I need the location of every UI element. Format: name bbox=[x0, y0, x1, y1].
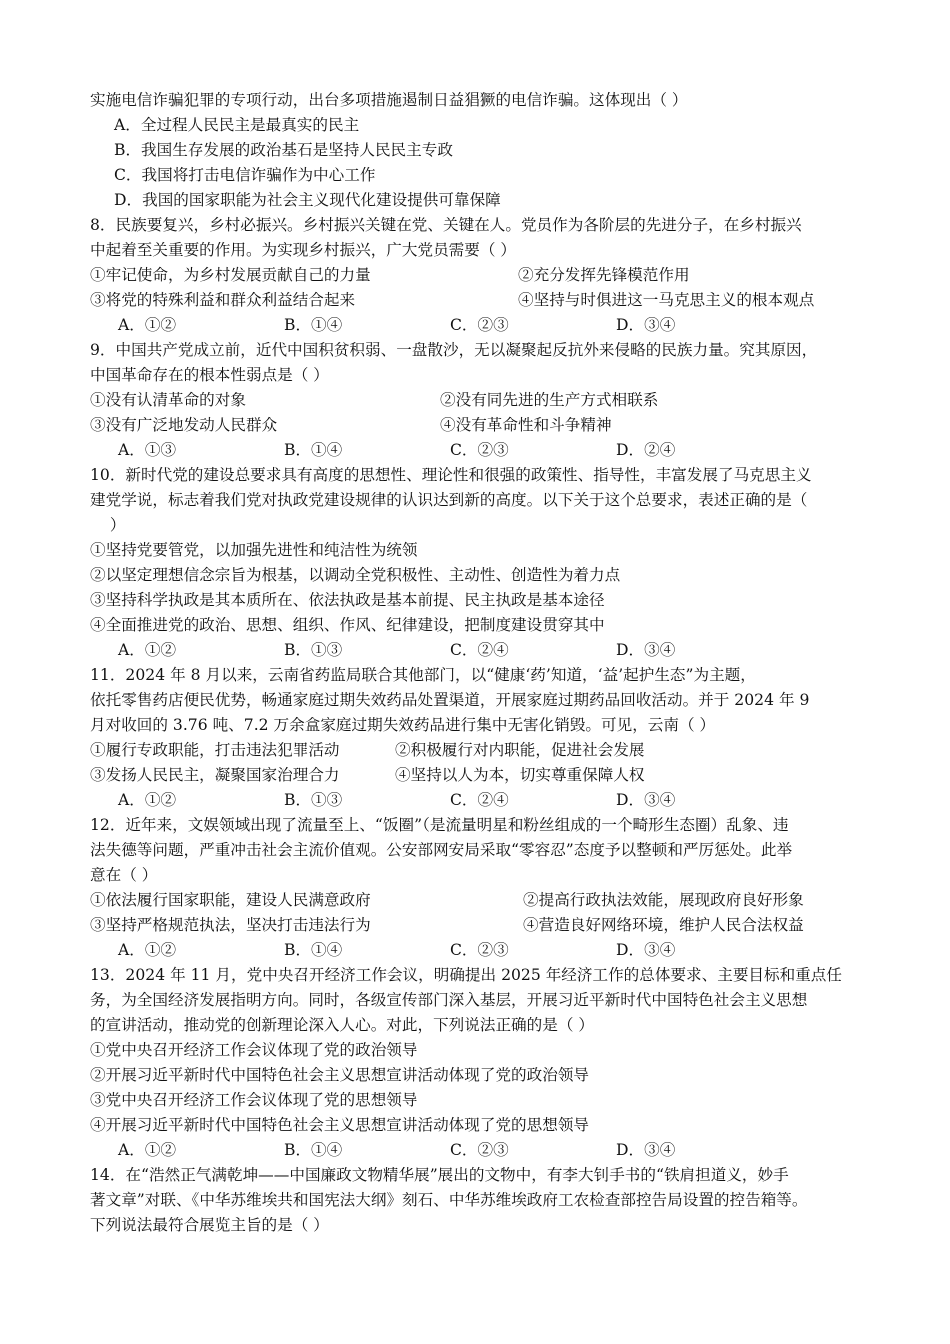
q12-item-2: ②提高行政执法效能，展现政府良好形象 bbox=[523, 891, 804, 909]
q14-stem-1: 14．在“浩然正气满乾坤——中国廉政文物精华展”展出的文物中，有李大钊手书的“铁肩担道义，妙手 bbox=[90, 1166, 789, 1184]
q13-choice-a: A．①② bbox=[118, 1141, 177, 1159]
q11-choice-c: C．②④ bbox=[450, 791, 509, 809]
q11-item-2: ②积极履行对内职能，促进社会发展 bbox=[395, 741, 645, 759]
q10-choice-d: D．③④ bbox=[616, 641, 676, 659]
q8-stem-1: 8．民族要复兴，乡村必振兴。乡村振兴关键在党、关键在人。党员作为各阶层的先进分子，在乡村振兴 bbox=[90, 216, 802, 234]
q9-item-4: ④没有革命性和斗争精神 bbox=[440, 416, 612, 434]
q10-stem-2: 建党学说，标志着我们党对执政党建设规律的认识达到新的高度。以下关于这个总要求，表述正确的是（ bbox=[90, 491, 808, 509]
q11-choice-a: A．①② bbox=[118, 791, 177, 809]
q8-choice-a: A．①② bbox=[118, 316, 177, 334]
q9-choice-b: B．①④ bbox=[284, 441, 343, 459]
q8-item-1: ①牢记使命，为乡村发展贡献自己的力量 bbox=[90, 266, 371, 284]
q11-choice-b: B．①③ bbox=[284, 791, 343, 809]
q11-item-4: ④坚持以人为本，切实尊重保障人权 bbox=[395, 766, 645, 784]
q7-stem: 实施电信诈骗犯罪的专项行动，出台多项措施遏制日益猖獗的电信诈骗。这体现出（ ） bbox=[90, 91, 688, 109]
q10-choice-c: C．②④ bbox=[450, 641, 509, 659]
q12-item-4: ④营造良好网络环境，维护人民合法权益 bbox=[523, 916, 804, 934]
q10-choices bbox=[90, 638, 880, 663]
q8-items-row-2 bbox=[90, 288, 880, 313]
q12-choices bbox=[90, 938, 880, 963]
q9-items-row-2 bbox=[90, 413, 880, 438]
q12-item-1: ①依法履行国家职能，建设人民满意政府 bbox=[90, 891, 371, 909]
q10-item-2: ②以坚定理想信念宗旨为根基，以调动全党积极性、主动性、创造性为着力点 bbox=[90, 566, 621, 584]
q11-items-row-1 bbox=[90, 738, 880, 763]
q12-choice-d: D．③④ bbox=[616, 941, 676, 959]
q8-choice-c: C．②③ bbox=[450, 316, 509, 334]
q7-option-d: D．我国的国家职能为社会主义现代化建设提供可靠保障 bbox=[114, 191, 501, 209]
q9-stem-2: 中国革命存在的根本性弱点是（ ） bbox=[90, 366, 329, 384]
q8-items-row-1 bbox=[90, 263, 880, 288]
q11-stem-1: 11．2024 年 8 月以来，云南省药监局联合其他部门，以“健康‘药’知道，‘益’起护生态”为主题， bbox=[90, 666, 756, 684]
q14-stem-3: 下列说法最符合展览主旨的是（ ） bbox=[90, 1216, 329, 1234]
q10-choice-a: A．①② bbox=[118, 641, 177, 659]
q11-stem-2: 依托零售药店便民优势，畅通家庭过期失效药品处置渠道，开展家庭过期药品回收活动。并于 2024 年 9 bbox=[90, 691, 810, 709]
q8-stem-2: 中起着至关重要的作用。为实现乡村振兴，广大党员需要（ ） bbox=[90, 241, 516, 259]
q12-choice-c: C．②③ bbox=[450, 941, 509, 959]
q8-item-2: ②充分发挥先锋模范作用 bbox=[518, 266, 690, 284]
q11-item-1: ①履行专政职能，打击违法犯罪活动 bbox=[90, 741, 340, 759]
q11-choice-d: D．③④ bbox=[616, 791, 676, 809]
q10-item-1: ①坚持党要管党，以加强先进性和纯洁性为统领 bbox=[90, 541, 418, 559]
q9-item-1: ①没有认清革命的对象 bbox=[90, 391, 246, 409]
q12-choice-b: B．①④ bbox=[284, 941, 343, 959]
q13-item-3: ③党中央召开经济工作会议体现了党的思想领导 bbox=[90, 1091, 418, 1109]
q13-choice-c: C．②③ bbox=[450, 1141, 509, 1159]
q9-choices bbox=[90, 438, 880, 463]
q9-item-3: ③没有广泛地发动人民群众 bbox=[90, 416, 278, 434]
q11-items-row-2 bbox=[90, 763, 880, 788]
q13-stem-2: 务，为全国经济发展指明方向。同时，各级宣传部门深入基层，开展习近平新时代中国特色社会主义思想 bbox=[90, 991, 808, 1009]
q11-choices bbox=[90, 788, 880, 813]
q9-choice-c: C．②③ bbox=[450, 441, 509, 459]
q7-option-a: A．全过程人民民主是最真实的民主 bbox=[114, 116, 360, 134]
q9-stem-1: 9．中国共产党成立前，近代中国积贫积弱、一盘散沙，无以凝聚起反抗外来侵略的民族力量。究其原因， bbox=[90, 341, 818, 359]
q12-item-3: ③坚持严格规范执法，坚决打击违法行为 bbox=[90, 916, 371, 934]
q13-choices bbox=[90, 1138, 880, 1163]
q13-stem-3: 的宣讲活动，推动党的创新理论深入人心。对此，下列说法正确的是（ ） bbox=[90, 1016, 594, 1034]
exam-page bbox=[90, 88, 880, 1238]
q12-choice-a: A．①② bbox=[118, 941, 177, 959]
q9-item-2: ②没有同先进的生产方式相联系 bbox=[440, 391, 659, 409]
q11-item-3: ③发扬人民民主，凝聚国家治理合力 bbox=[90, 766, 340, 784]
q12-items-row-1 bbox=[90, 888, 880, 913]
q13-item-1: ①党中央召开经济工作会议体现了党的政治领导 bbox=[90, 1041, 418, 1059]
q14-stem-2: 著文章”对联、《中华苏维埃共和国宪法大纲》刻石、中华苏维埃政府工农检查部控告局设置的控告箱等。 bbox=[90, 1191, 808, 1209]
q10-item-4: ④全面推进党的政治、思想、组织、作风、纪律建设，把制度建设贯穿其中 bbox=[90, 616, 605, 634]
q8-choices bbox=[90, 313, 880, 338]
q9-items-row-1 bbox=[90, 388, 880, 413]
q9-choice-a: A．①③ bbox=[118, 441, 177, 459]
q8-item-4: ④坚持与时俱进这一马克思主义的根本观点 bbox=[518, 291, 815, 309]
q13-stem-1: 13．2024 年 11 月，党中央召开经济工作会议，明确提出 2025 年经济工作的总体要求、主要目标和重点任 bbox=[90, 966, 842, 984]
q8-choice-b: B．①④ bbox=[284, 316, 343, 334]
q10-choice-b: B．①③ bbox=[284, 641, 343, 659]
q12-stem-1: 12．近年来，文娱领域出现了流量至上、“饭圈”（是流量明星和粉丝组成的一个畸形生态圈）乱象、违 bbox=[90, 816, 789, 834]
q12-items-row-2 bbox=[90, 913, 880, 938]
q11-stem-3: 月对收回的 3.76 吨、7.2 万余盒家庭过期失效药品进行集中无害化销毁。可见，云南（ ） bbox=[90, 716, 716, 734]
q12-stem-2: 法失德等问题，严重冲击社会主流价值观。公安部网安局采取“零容忍”态度予以整顿和严厉惩处。此举 bbox=[90, 841, 793, 859]
q8-choice-d: D．③④ bbox=[616, 316, 676, 334]
q13-item-2: ②开展习近平新时代中国特色社会主义思想宣讲活动体现了党的政治领导 bbox=[90, 1066, 590, 1084]
q7-option-b: B．我国生存发展的政治基石是坚持人民民主专政 bbox=[114, 141, 453, 159]
q12-stem-3: 意在（ ） bbox=[90, 866, 158, 884]
q10-item-3: ③坚持科学执政是其本质所在、依法执政是基本前提、民主执政是基本途径 bbox=[90, 591, 605, 609]
q10-stem-3: ） bbox=[90, 516, 126, 534]
q13-item-4: ④开展习近平新时代中国特色社会主义思想宣讲活动体现了党的思想领导 bbox=[90, 1116, 590, 1134]
q7-option-c: C．我国将打击电信诈骗作为中心工作 bbox=[114, 166, 376, 184]
q13-choice-b: B．①④ bbox=[284, 1141, 343, 1159]
q13-choice-d: D．③④ bbox=[616, 1141, 676, 1159]
q8-item-3: ③将党的特殊利益和群众利益结合起来 bbox=[90, 291, 356, 309]
q10-stem-1: 10．新时代党的建设总要求具有高度的思想性、理论性和很强的政策性、指导性，丰富发展了马克思主义 bbox=[90, 466, 812, 484]
q9-choice-d: D．②④ bbox=[616, 441, 676, 459]
